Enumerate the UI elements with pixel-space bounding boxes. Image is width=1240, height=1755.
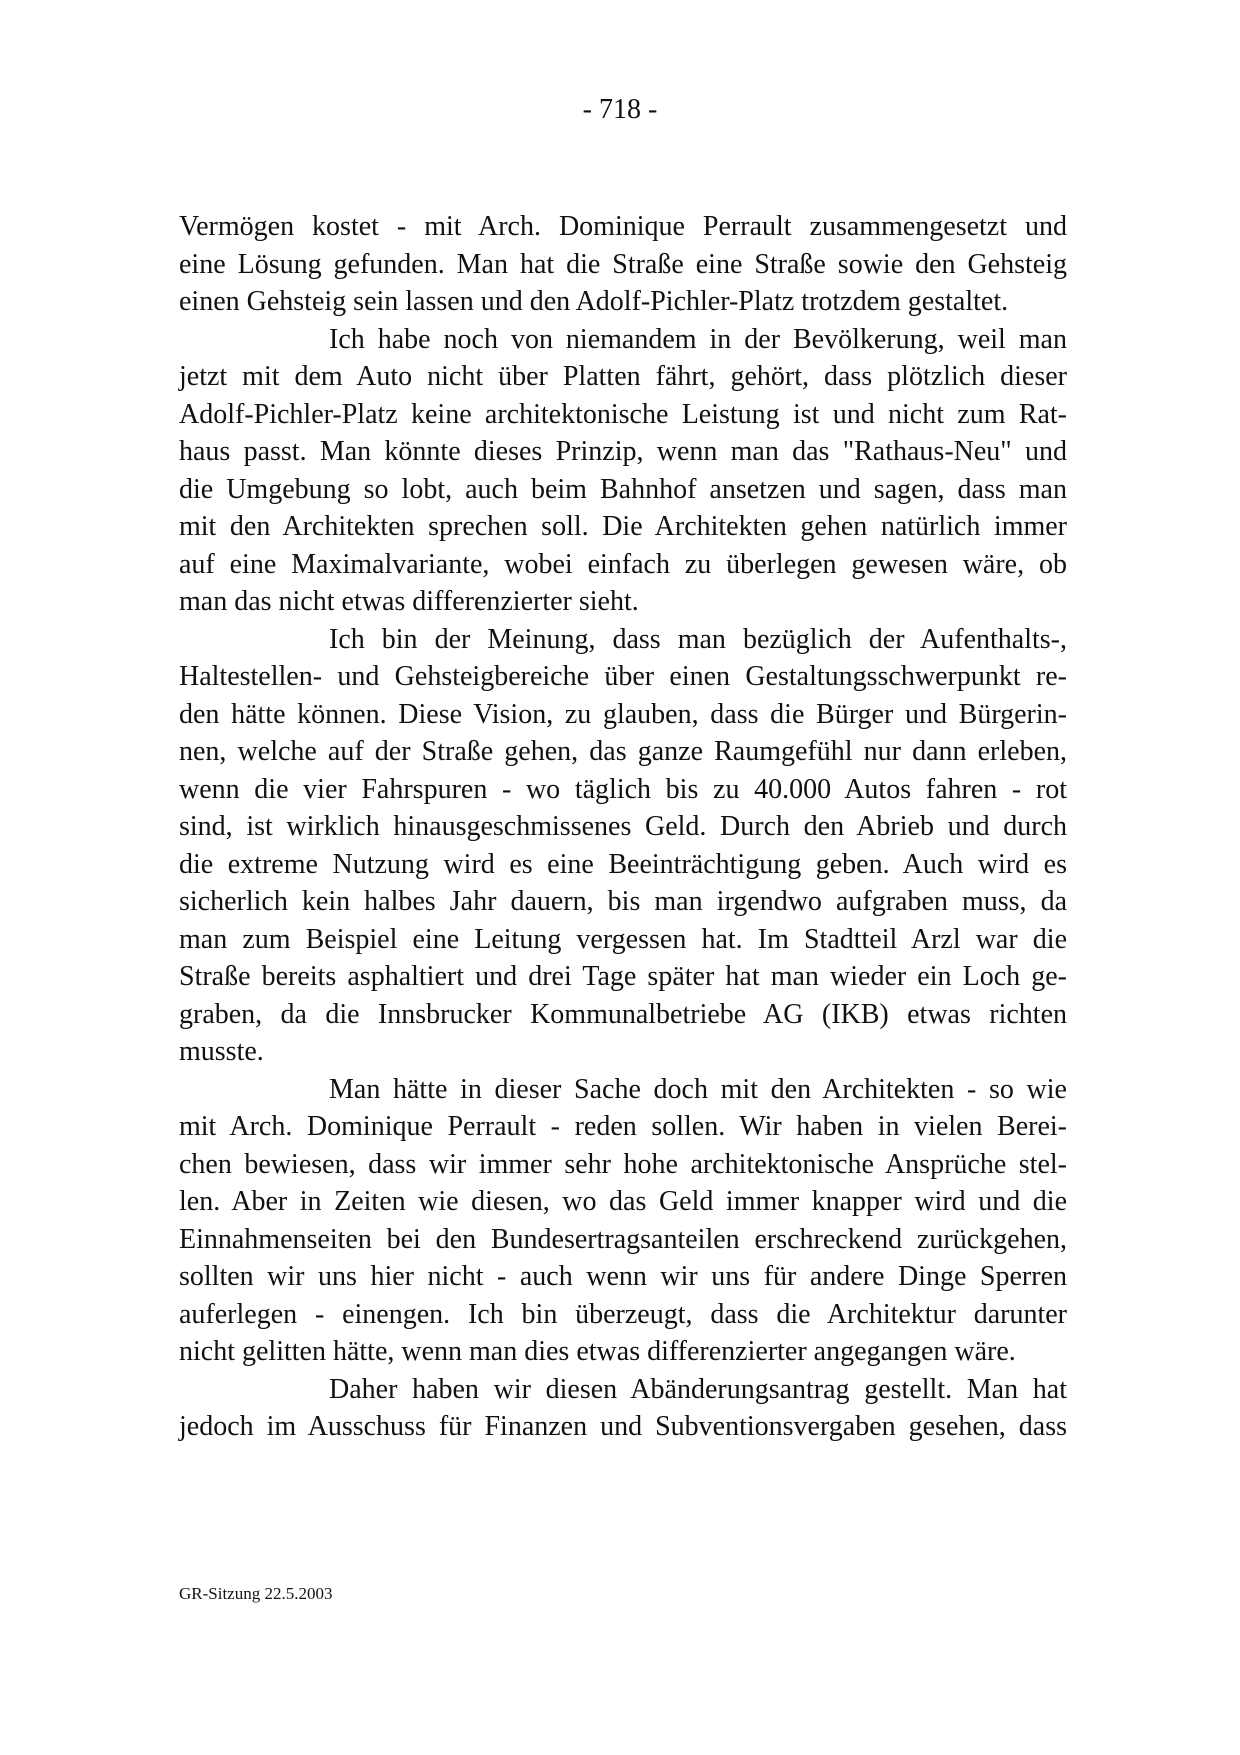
text-line: graben, da die Innsbrucker Kommunalbetriebe AG (IKB) etwas richten <box>179 998 1067 1030</box>
text-line: eine Lösung gefunden. Man hat die Straße eine Straße sowie den Gehsteig <box>179 248 1067 280</box>
text-line: nen, welche auf der Straße gehen, das ganze Raumgefühl nur dann erleben, <box>179 736 1067 767</box>
text-line: man zum Beispiel eine Leitung vergessen hat. Im Stadtteil Arzl war die <box>179 923 1067 955</box>
body-text <box>179 208 1067 1446</box>
text-line: nicht gelitten hätte, wenn man dies etwas differenzierter angegangen wäre. <box>179 1336 1016 1367</box>
text-line: Haltestellen- und Gehsteigbereiche über einen Gestaltungsschwerpunkt re- <box>179 661 1067 692</box>
text-line: musste. <box>179 1036 264 1067</box>
text-line: mit Arch. Dominique Perrault - reden sollen. Wir haben in vielen Berei- <box>179 1111 1067 1142</box>
text-line: die extreme Nutzung wird es eine Beeinträchtigung geben. Auch wird es <box>179 848 1067 880</box>
text-line: man das nicht etwas differenzierter sieht. <box>179 586 639 617</box>
text-line: len. Aber in Zeiten wie diesen, wo das Geld immer knapper wird und die <box>179 1186 1067 1217</box>
text-line: Vermögen kostet - mit Arch. Dominique Perrault zusammengesetzt und <box>179 211 1067 242</box>
text-line: jedoch im Ausschuss für Finanzen und Subventionsvergaben gesehen, dass <box>179 1411 1067 1442</box>
text-line: auferlegen - einengen. Ich bin überzeugt, dass die Architektur darunter <box>179 1298 1067 1330</box>
text-line: wenn die vier Fahrspuren - wo täglich bis zu 40.000 Autos fahren - rot <box>179 773 1067 805</box>
text-line: einen Gehsteig sein lassen und den Adolf-Pichler-Platz trotzdem gestaltet. <box>179 286 1009 317</box>
paragraph-3 <box>179 621 1067 1071</box>
text-line: Ich bin der Meinung, dass man bezüglich der Aufenthalts-, <box>329 623 1067 655</box>
paragraph-4 <box>179 1071 1067 1371</box>
paragraph-5 <box>179 1371 1067 1446</box>
text-line: Man hätte in dieser Sache doch mit den Architekten - so wie <box>329 1073 1067 1105</box>
text-line: Straße bereits asphaltiert und drei Tage später hat man wieder ein Loch ge- <box>179 961 1067 992</box>
text-line: Ich habe noch von niemandem in der Bevölkerung, weil man <box>329 323 1067 355</box>
text-line: Einnahmenseiten bei den Bundesertragsanteilen erschreckend zurückgehen, <box>179 1223 1067 1255</box>
text-line: sind, ist wirklich hinausgeschmissenes Geld. Durch den Abrieb und durch <box>179 811 1067 842</box>
text-line: chen bewiesen, dass wir immer sehr hohe architektonische Ansprüche stel- <box>179 1148 1067 1180</box>
footer-session-date: GR-Sitzung 22.5.2003 <box>179 1584 333 1603</box>
text-line: sicherlich kein halbes Jahr dauern, bis man irgendwo aufgraben muss, da <box>179 886 1067 917</box>
text-line: Daher haben wir diesen Abänderungsantrag gestellt. Man hat <box>329 1373 1067 1405</box>
paragraph-1 <box>179 208 1067 321</box>
text-line: die Umgebung so lobt, auch beim Bahnhof ansetzen und sagen, dass man <box>179 473 1067 505</box>
text-line: jetzt mit dem Auto nicht über Platten fährt, gehört, dass plötzlich dieser <box>179 361 1067 392</box>
page-number: - 718 - <box>582 94 658 125</box>
text-line: auf eine Maximalvariante, wobei einfach zu überlegen gewesen wäre, ob <box>179 548 1067 580</box>
text-line: sollten wir uns hier nicht - auch wenn wir uns für andere Dinge Sperren <box>179 1261 1067 1292</box>
text-line: den hätte können. Diese Vision, zu glauben, dass die Bürger und Bürgerin- <box>179 698 1067 730</box>
text-line: haus passt. Man könnte dieses Prinzip, wenn man das "Rathaus-Neu" und <box>179 436 1067 467</box>
paragraph-2 <box>179 321 1067 621</box>
text-line: mit den Architekten sprechen soll. Die Architekten gehen natürlich immer <box>179 511 1067 542</box>
text-line: Adolf-Pichler-Platz keine architektonische Leistung ist und nicht zum Rat- <box>179 398 1067 430</box>
